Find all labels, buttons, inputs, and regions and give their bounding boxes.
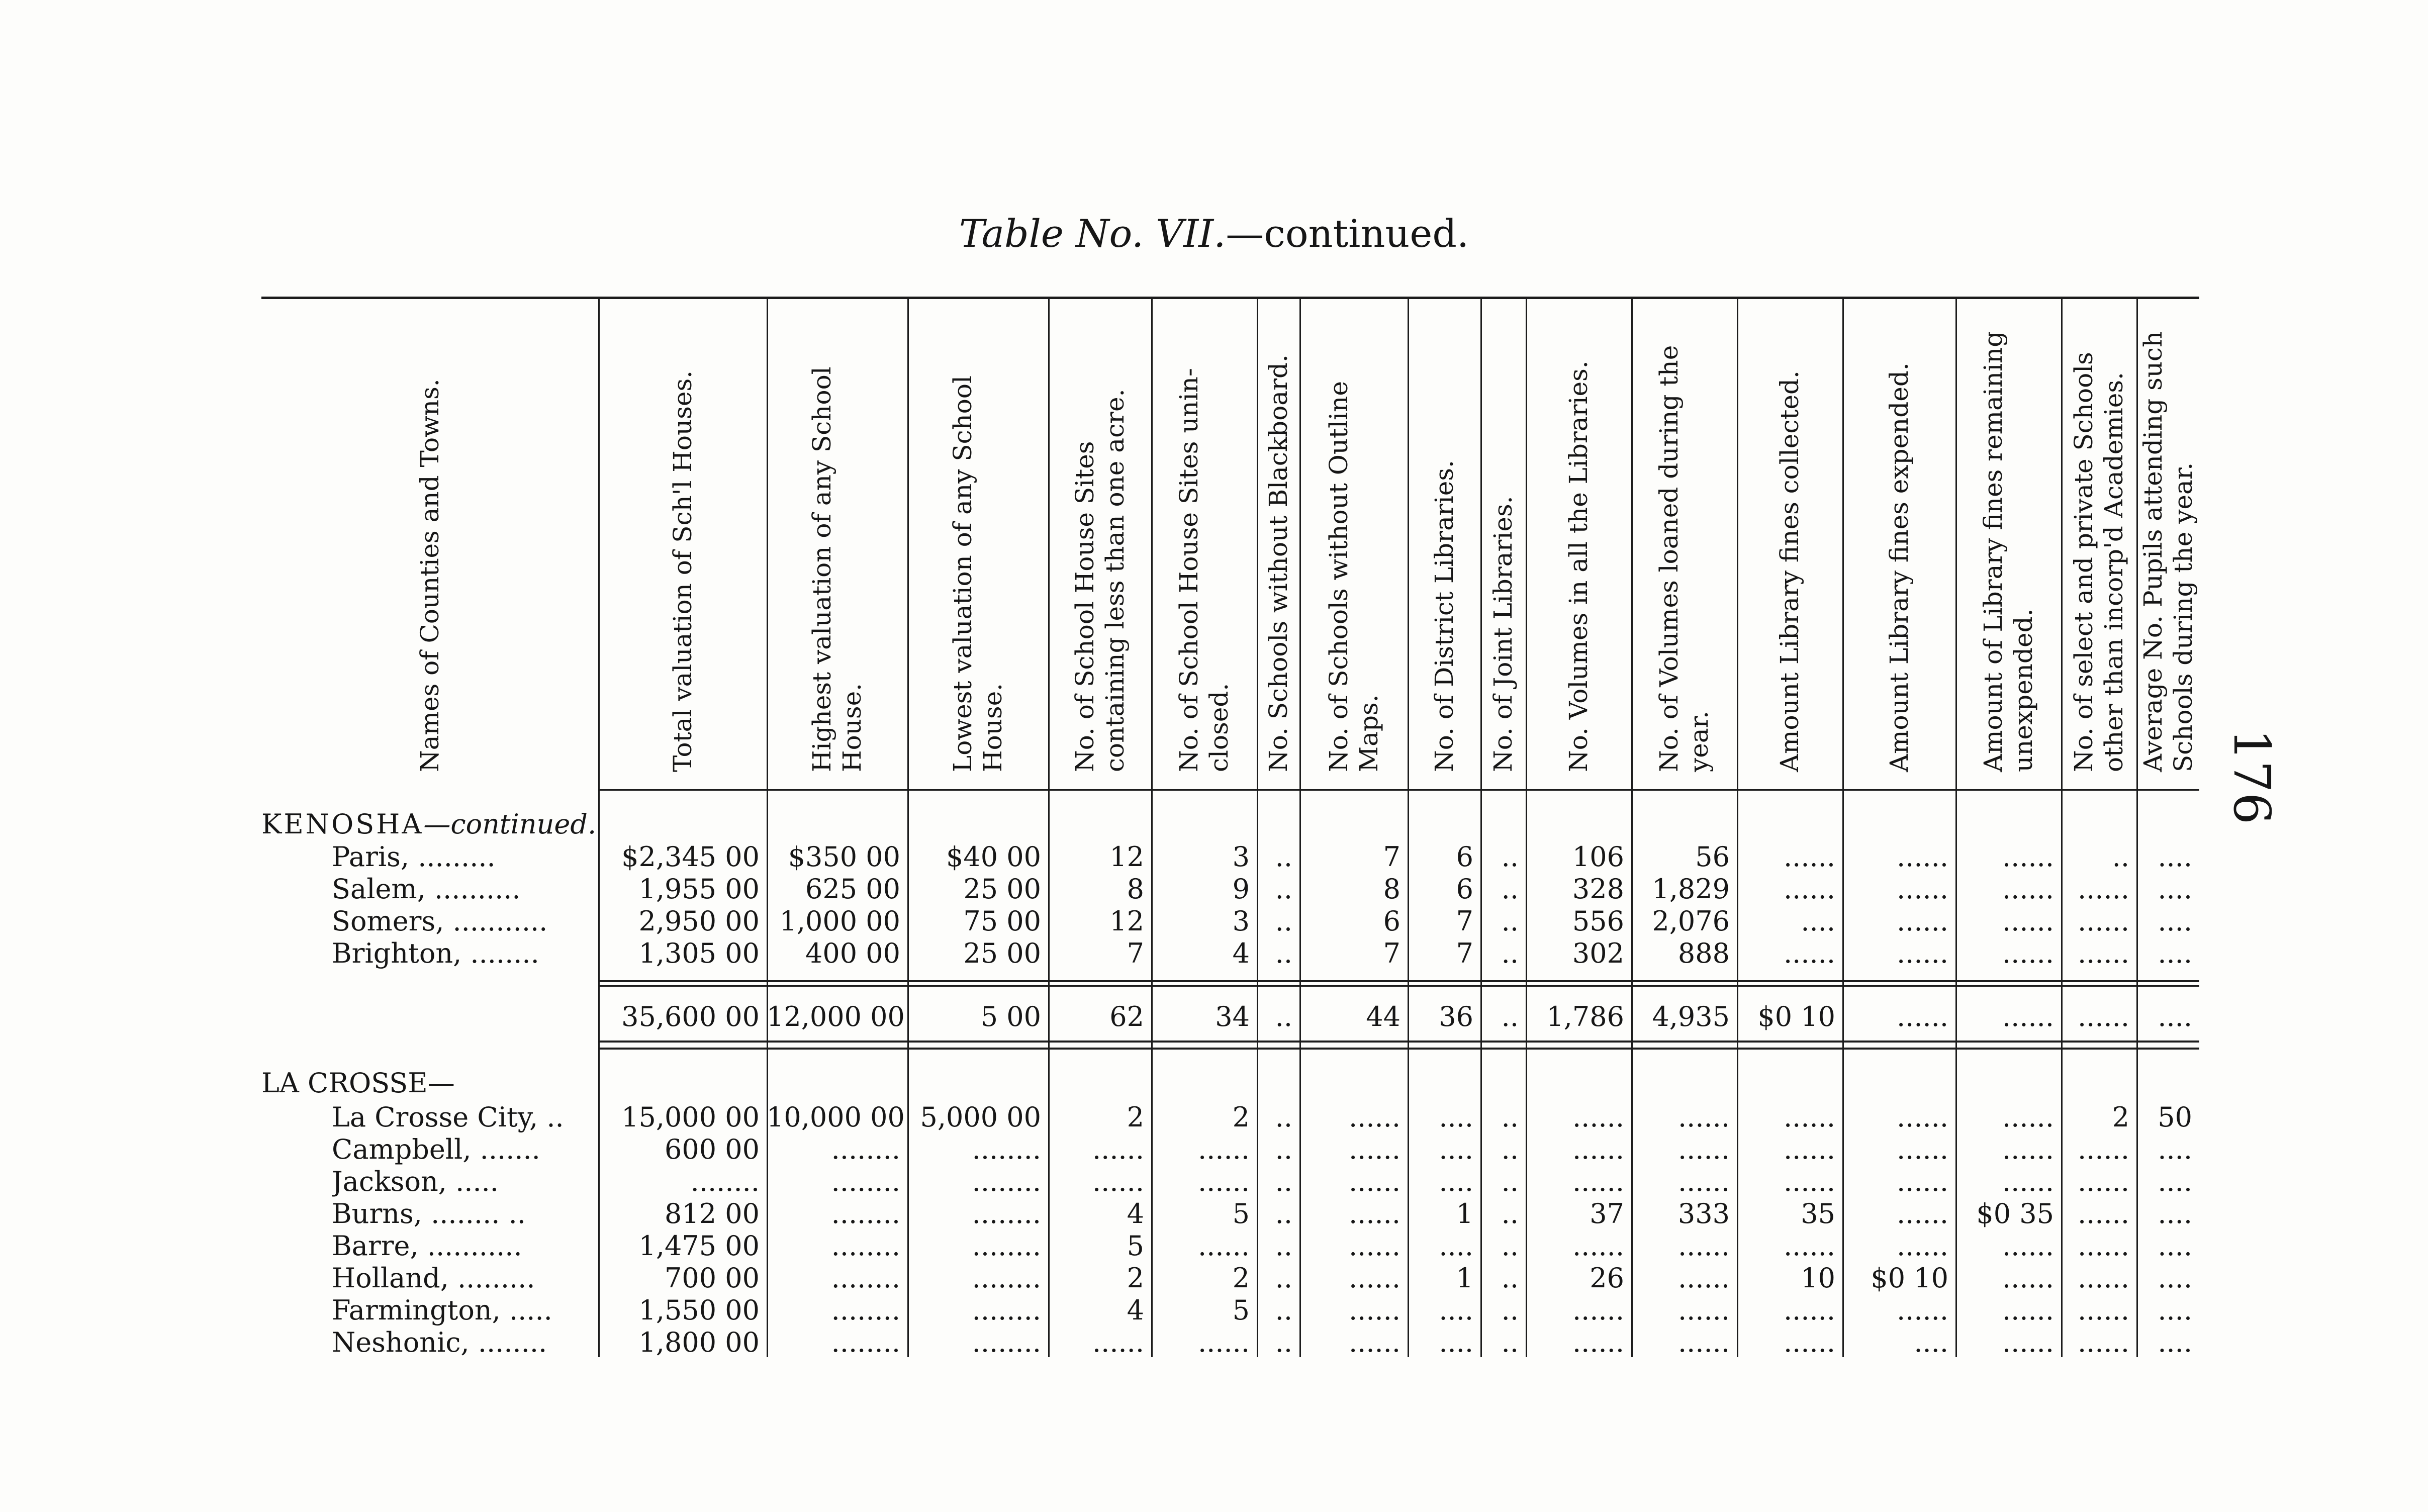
column-header-label: No. of select and private Schools other than incorp'd Academies. [2069,352,2128,772]
column-header-label: Amount Library fines collected. [1775,370,1804,772]
table-cell: ...... [1784,1166,1835,1197]
table-cell: ...... [1198,1327,1250,1358]
table-cell: ...... [1897,873,1948,905]
table-cell: ...... [1784,937,1835,969]
table-cell: ........ [972,1294,1041,1326]
table-cell: 50 [2158,1101,2192,1133]
table-cell: ...... [1092,1166,1144,1197]
column-header-label: Highest valuation of any School House. [807,366,867,772]
table-cell: ........ [972,1133,1041,1165]
table-cell: ...... [1678,1262,1730,1294]
table-cell: .... [2158,841,2192,873]
column-header-label: Amount of Library fines remaining unexpended. [1979,331,2038,772]
table-cell: 1,786 [1546,1001,1624,1032]
table-cell: ...... [1678,1294,1730,1326]
table-cell: ...... [2078,905,2129,937]
table-cell: .. [1275,1001,1292,1032]
page-number: 176 [2222,728,2282,825]
table-cell: ...... [2078,937,2129,969]
table-cell: 37 [1590,1198,1624,1230]
table-cell: ........ [831,1230,900,1262]
table-cell: 5 [1232,1294,1250,1326]
table-cell: ...... [2002,1327,2054,1358]
column-header-label: No. of Volumes loaned during the year. [1654,345,1714,772]
table-cell: 36 [1439,1001,1473,1032]
column-header [1737,302,1842,779]
table-cell: 12 [1109,905,1144,937]
town-name: Burns, ........ .. [332,1198,526,1230]
table-cell: .. [1275,1294,1292,1326]
table-cell: ...... [1897,1294,1948,1326]
table-cell: ...... [1678,1133,1730,1165]
table-cell: .... [2158,1262,2192,1294]
table-cell: ...... [1678,1327,1730,1358]
town-name: Brighton, ........ [332,937,539,969]
table-cell: $350 00 [788,841,900,873]
table-cell: 8 [1383,873,1400,905]
table-cell: ...... [2078,1327,2129,1358]
table-cell: $0 10 [1871,1262,1948,1294]
table-cell: ...... [1572,1230,1624,1262]
table-cell: .... [2158,1198,2192,1230]
table-cell: ...... [1897,1133,1948,1165]
table-cell: $0 35 [1976,1198,2054,1230]
column-header [2136,302,2199,779]
table-cell: 888 [1677,937,1730,969]
table-cell: ...... [1784,1294,1835,1326]
town-name: Barre, ........... [332,1230,522,1262]
table-cell: 44 [1366,1001,1400,1032]
column-header-label: No. of District Libraries. [1429,460,1459,772]
table-cell: .. [1501,1198,1519,1230]
column-header [1257,302,1299,779]
table-cell: ...... [1198,1230,1250,1262]
table-cell: .... [1914,1327,1948,1358]
table-cell: .. [1275,1327,1292,1358]
table-cell: 1,800 00 [638,1327,760,1358]
table-cell: .. [1501,1327,1519,1358]
table-cell: .. [1501,841,1519,873]
table-cell: ...... [1784,841,1835,873]
table-cell: 1,550 00 [638,1294,760,1326]
county-suffix: —continued. [423,808,597,840]
table-cell: .... [2158,1230,2192,1262]
town-name: La Crosse City, .. [332,1101,564,1133]
table-cell: ...... [1784,1101,1835,1133]
table-cell: .... [1801,905,1835,937]
town-name: Jackson, ..... [332,1166,499,1197]
table-cell: 6 [1383,905,1400,937]
table-cell: 7 [1383,937,1400,969]
column-header-label: No. of Schools without Outline Maps. [1324,381,1383,772]
column-header-label: No. Schools without Blackboard. [1263,354,1293,772]
column-header [1408,302,1480,779]
table-cell: ...... [1092,1327,1144,1358]
table-cell: ...... [2002,937,2054,969]
table-cell: .. [1275,1198,1292,1230]
table-cell: ...... [1349,1230,1400,1262]
table-cell: ...... [2002,1166,2054,1197]
column-header-label: No. Volumes in all the Libraries. [1564,360,1593,772]
table-cell: ...... [1897,1230,1948,1262]
table-cell: .... [2158,1294,2192,1326]
table-cell: ...... [2002,1230,2054,1262]
table-cell: 2 [2112,1101,2129,1133]
header-bottom-rule [598,789,2199,791]
column-header-label: No. of School House Sites containing less than one acre. [1070,389,1130,772]
table-cell: ........ [831,1198,900,1230]
table-cell: .... [2158,905,2192,937]
table-cell: ...... [1678,1101,1730,1133]
table-cell: 2 [1232,1101,1250,1133]
table-cell: 1,000 00 [779,905,900,937]
table-cell: ........ [690,1166,760,1197]
table-cell: .... [1439,1294,1473,1326]
column-header [1480,302,1526,779]
column-header [1955,302,2061,779]
table-cell: 4 [1127,1294,1144,1326]
table-cell: ...... [1897,1166,1948,1197]
table-cell: 7 [1456,937,1473,969]
table-cell: ...... [1572,1133,1624,1165]
table-cell: 2,950 00 [638,905,760,937]
table-cell: ...... [2078,1262,2129,1294]
table-cell: 1,475 00 [638,1230,760,1262]
table-cell: ........ [831,1327,900,1358]
county-label: KENOSHA [261,808,424,840]
table-cell: ...... [2078,1294,2129,1326]
table-cell: .. [1275,873,1292,905]
table-cell: .. [1501,1294,1519,1326]
table-cell: .. [1275,1166,1292,1197]
table-cell: 4,935 [1652,1001,1730,1032]
table-cell: ...... [1349,1166,1400,1197]
column-header-label: Amount Library fines expended. [1884,362,1914,772]
table-cell: 7 [1127,937,1144,969]
table-cell: 328 [1572,873,1624,905]
table-cell: ........ [831,1133,900,1165]
table-cell: ...... [2078,1133,2129,1165]
table-cell: ...... [1897,841,1948,873]
table-cell: .. [1501,905,1519,937]
table-cell: ...... [1572,1327,1624,1358]
table-cell: .. [1275,937,1292,969]
table-top-rule [261,297,2199,299]
title-rest: —continued. [1226,211,1469,256]
table-cell: .... [2158,1327,2192,1358]
table-cell: ........ [972,1327,1041,1358]
table-cell: 15,000 00 [621,1101,760,1133]
town-name: Somers, ........... [332,905,548,937]
title-italic: Table No. VII. [959,211,1226,256]
table-cell: ...... [2078,1166,2129,1197]
table-cell: ...... [1784,873,1835,905]
table-cell: 10 [1801,1262,1835,1294]
table-cell: 9 [1232,873,1250,905]
column-header-label: Lowest valuation of any School House. [948,375,1007,772]
table-cell: .. [1501,1101,1519,1133]
table-cell: .... [1439,1230,1473,1262]
table-cell: 2 [1232,1262,1250,1294]
table-cell: ...... [1349,1101,1400,1133]
table-cell: 812 00 [665,1198,760,1230]
section-double-rule [598,1048,2199,1050]
table-cell: 6 [1456,873,1473,905]
column-header [2061,302,2136,779]
column-header-label: Total valuation of Sch'l Houses. [668,370,697,772]
table-cell: ...... [1784,1230,1835,1262]
table-cell: ...... [1784,1133,1835,1165]
table-cell: 25 00 [963,937,1041,969]
table-cell: 1 [1456,1198,1473,1230]
column-header [1299,302,1408,779]
table-cell: 10,000 00 [767,1101,905,1133]
table-cell: 4 [1127,1198,1144,1230]
column-header [1151,302,1257,779]
column-header [767,302,907,779]
table-cell: .. [1275,1262,1292,1294]
table-cell: 600 00 [665,1133,760,1165]
table-cell: .. [1275,905,1292,937]
table-cell: 2,076 [1652,905,1730,937]
subtotal-rule [598,980,2199,982]
table-cell: 35,600 00 [621,1001,760,1032]
table-cell: .. [1501,937,1519,969]
table-cell: 8 [1127,873,1144,905]
table-cell: ........ [972,1198,1041,1230]
table-cell: .. [1501,1230,1519,1262]
town-name: Neshonic, ........ [332,1327,547,1358]
table-cell: .. [1501,1262,1519,1294]
table-cell: 12,000 00 [767,1001,905,1032]
table-cell: 2 [1127,1262,1144,1294]
town-name: Campbell, ....... [332,1133,540,1165]
subtotal-rule [598,985,2199,987]
table-cell: ...... [2002,1294,2054,1326]
table-cell: 1,829 [1652,873,1730,905]
table-cell: .. [2112,841,2129,873]
table-cell: ...... [2078,873,2129,905]
column-header [1048,302,1151,779]
county-name [261,807,596,842]
table-cell: 62 [1109,1001,1144,1032]
table-cell: 3 [1232,905,1250,937]
table-cell: 6 [1456,841,1473,873]
table-cell: 1,955 00 [638,873,760,905]
table-cell: .... [1439,1101,1473,1133]
table-cell: ...... [2002,1101,2054,1133]
table-cell: ...... [1678,1230,1730,1262]
column-header [1631,302,1737,779]
column-header-label: Average No. Pupils attending such Schools during the year. [2138,331,2198,772]
table-cell: ...... [1897,937,1948,969]
county-name: LA CROSSE— [261,1067,455,1099]
table-cell: 333 [1677,1198,1730,1230]
table-cell: 106 [1572,841,1624,873]
table-cell: .. [1275,841,1292,873]
table-cell: ...... [2002,1133,2054,1165]
table-cell: ...... [1092,1133,1144,1165]
table-cell: ........ [972,1166,1041,1197]
table-cell: 700 00 [665,1262,760,1294]
column-header-label: No. of Joint Libraries. [1488,496,1518,772]
table-title [0,211,2428,256]
column-header-label: Names of Counties and Towns. [415,379,444,772]
table-cell: .. [1501,873,1519,905]
table-cell: ........ [972,1262,1041,1294]
table-cell: .. [1501,1001,1519,1032]
table-cell: ...... [1678,1166,1730,1197]
table-cell: .... [2158,1133,2192,1165]
column-header [261,302,598,779]
table-cell: 556 [1572,905,1624,937]
table-cell: ...... [1784,1327,1835,1358]
table-cell: 4 [1232,937,1250,969]
table-cell: .. [1501,1166,1519,1197]
table-cell: .... [2158,873,2192,905]
table-cell: 400 00 [805,937,900,969]
table-cell: .. [1275,1133,1292,1165]
table-cell: ...... [1897,1198,1948,1230]
table-cell: ...... [1349,1262,1400,1294]
table-cell: 5,000 00 [920,1101,1041,1133]
table-cell: ...... [2002,905,2054,937]
table-cell: 1 [1456,1262,1473,1294]
table-cell: 625 00 [805,873,900,905]
table-cell: 25 00 [963,873,1041,905]
table-cell: ...... [1572,1294,1624,1326]
column-header [1842,302,1955,779]
table-cell: 5 00 [980,1001,1041,1032]
section-double-rule [598,1041,2199,1043]
table-cell: $40 00 [946,841,1041,873]
column-header [907,302,1048,779]
table-cell: ...... [1349,1327,1400,1358]
table-cell: ...... [1349,1133,1400,1165]
column-header [1526,302,1631,779]
table-cell: .... [1439,1166,1473,1197]
column-header [598,302,767,779]
table-cell: 35 [1801,1198,1835,1230]
town-name: Holland, ......... [332,1262,535,1294]
table-cell: .... [2158,1001,2192,1032]
table-cell: .. [1275,1230,1292,1262]
table-cell: ...... [1897,1001,1948,1032]
table-cell: 26 [1590,1262,1624,1294]
town-name: Salem, .......... [332,873,521,905]
table-cell: ...... [2002,841,2054,873]
table-cell: 56 [1695,841,1730,873]
table-cell: 12 [1109,841,1144,873]
table-cell: ...... [1349,1198,1400,1230]
table-cell: 5 [1127,1230,1144,1262]
table-cell: $0 10 [1757,1001,1835,1032]
table-cell: ...... [2002,1262,2054,1294]
town-name: Paris, ......... [332,841,496,873]
table-cell: ...... [1897,905,1948,937]
table-cell: 75 00 [963,905,1041,937]
table-cell: 7 [1383,841,1400,873]
table-cell: ...... [1198,1166,1250,1197]
table-cell: .... [2158,1166,2192,1197]
table-cell: ...... [1572,1101,1624,1133]
table-cell: ...... [2078,1198,2129,1230]
table-cell: ........ [972,1230,1041,1262]
table-cell: .. [1275,1101,1292,1133]
table-cell: 1,305 00 [638,937,760,969]
table-cell: 34 [1215,1001,1250,1032]
town-name: Farmington, ..... [332,1294,552,1326]
table-cell: ...... [2078,1001,2129,1032]
table-cell: 3 [1232,841,1250,873]
table-cell: ...... [2002,873,2054,905]
table-cell: 302 [1572,937,1624,969]
table-cell: ...... [2078,1230,2129,1262]
table-cell: ...... [2002,1001,2054,1032]
table-cell: ........ [831,1294,900,1326]
table-cell: .... [2158,937,2192,969]
table-cell: 2 [1127,1101,1144,1133]
table-cell: .... [1439,1327,1473,1358]
table-cell: 7 [1456,905,1473,937]
table-cell: ........ [831,1166,900,1197]
table-cell: ...... [1198,1133,1250,1165]
table-cell: ........ [831,1262,900,1294]
table-cell: ...... [1897,1101,1948,1133]
table-cell: $2,345 00 [621,841,760,873]
table-cell: .... [1439,1133,1473,1165]
column-header-label: No. of School House Sites unin-closed. [1174,368,1234,772]
table-cell: .. [1501,1133,1519,1165]
table-cell: ...... [1349,1294,1400,1326]
table-cell: 5 [1232,1198,1250,1230]
table-cell: ...... [1572,1166,1624,1197]
